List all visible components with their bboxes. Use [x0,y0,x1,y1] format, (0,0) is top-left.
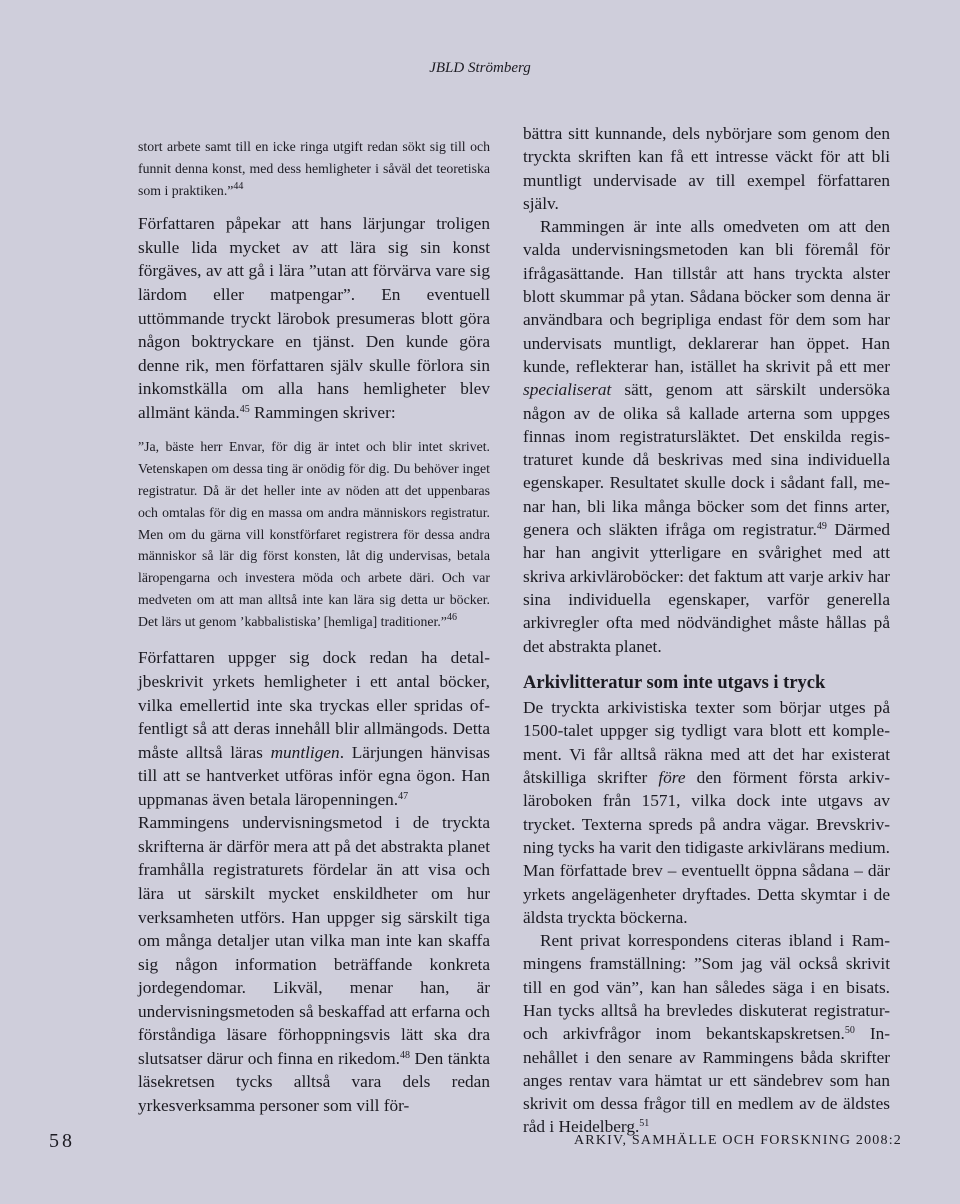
paragraph [138,811,490,1117]
right-column [523,122,890,1139]
paragraph-text: Innehållet i den senare av Rammingens båda skrifter anges rentav vara hämtat ur ett sändebrev som han skrivit om dessa frågor till en medlem av de äldstes råd i Heidelberg. [523,1024,890,1137]
paragraph-text: Rammingens undervisningsmetod i de tryckta skrifterna är därför mera att på det abstrakta planet framhålla registraturets fördelar än att visa och lära ut särskilt mycket enskildheter om hur verksamheten utförs. Han uppger sig särskilt tiga om många detaljer utan vilka man inte kan skaffa sig någon information beträffande konkreta jordegendomar. Likväl, menar han, är undervisningsmetoden så beskaffad att erfarna och förståndiga läsare förhoppningsvis lätt ska dra slutsatser därur och finna en rikedom. [138,813,490,1068]
paragraph-text: Rent privat korrespondens citeras ibland i Rammingens framställning: ”Som jag väl också skrivit till en god vän”, kan han således säga i en bisats. Han tycks alltså ha brevledes diskuterat registratur- och arkivfrågor inom bekantskapskretsen. [523,931,890,1044]
paragraph-text: Därmed har han angivit ytterligare en svårighet med att skriva arkivläroböcker: det faktum att varje arkiv har sina individuella egenskaper, varför generella arkivregler ofta med nödvändighet måste hållas på det abstrakta planet. [523,520,891,656]
page-number: 58 [49,1130,75,1152]
paragraph-text: Rammingen är inte alls omedveten om att den valda undervisningsmetoden kan bli föremål för ifrågasättande. Han tillstår att hans tryckta alster blott skummar på ytan. Sådana böcker som denna är användbara och begripliga endast för dem som har undervisats muntligt, deklarerar han öppet. Han kunde, reflekterar han, istället ha skrivit på ett mer [523,217,890,376]
footnote-ref: 45 [239,403,250,415]
paragraph-text: Den tänkta läsekretsen tycks alltså vara dels redan yrkesverksamma personer som vill för- [138,1048,491,1115]
paragraph [523,215,890,658]
paragraph-text: Författaren påpekar att hans lärjungar troligen skulle lida mycket av att lära sig sin konst förgäves, av att gå i lära ”utan att förvärva vare sig lärdom eller matpengar”. En eventuell uttömmande tryckt lärobok presumeras blott göra någon boktryckare en tjänst. Den kunde göra denne rik, men författaren själv skulle förlora sin inkomstkälla om alla hans hemligheter blev allmänt kända. [138,214,490,422]
paragraph-text: . Lärjungen hänvisas till att se hantverket utföras inför egna ögon. Han uppmanas även betala läropenningen. [138,742,490,809]
footnote-ref: 48 [399,1049,410,1061]
paragraph [523,929,890,1139]
footnote-ref: 46 [446,611,457,623]
paragraph: bättra sitt kunnande, dels nybörjare som genom den tryckta skriften kan få ett intresse väckt för att bli muntligt undervisade av till exempel författaren själv. [523,124,890,213]
quote-text: stort arbete samt till en icke ringa utgift redan sökt sig till och funnit denna konst, med dess hemligheter i såväl det teoretiska som i praktiken.” [138,139,490,198]
paragraph [523,696,890,929]
footnote-ref: 44 [233,180,244,192]
paragraph [138,212,490,424]
block-quote [138,436,490,632]
paragraph-text: Författaren uppger sig dock redan ha detaljbeskrivit yrkets hemligheter i ett antal böcker, vilka emellertid inte ska tryckas eller spridas offentligt så att deras innehåll blir allmängods. Detta måste alltså läras [138,648,490,762]
paragraph-text: sätt, genom att särskilt undersöka någon av de olika så kallade arterna som uppges finnas inom registratursläktet. Det enskilda registraturet kunde då beskrivas med sina individuella egenskaper. Resultatet skulle dock i sådant fall, menar han, bli lika många böcker som det finns arter, genera och släkten ifråga om registratur. [523,380,890,540]
emphasis: före [658,768,686,788]
paragraph-text: Rammingen skriver: [249,402,396,422]
running-header: JBLD Strömberg [429,60,531,76]
footnote-ref: 50 [844,1025,855,1037]
paragraph [138,646,490,811]
footnote-ref: 47 [398,790,409,802]
quote-text: ”Ja, bäste herr Envar, för dig är intet och blir intet skrivet. Vetenskapen om dessa ting är onödig för dig. Du behöver inget registratur. Då är det heller inte av nöden att det uppenbaras och omtalas för dig en massa om andra människors registratur. Men om du gärna vill konstförfaret registrera för dessa andra människor så lär dig först konsten, låt dig undervisas, betala läropengarna och investera möda och arbete däri. Och var medveten om att man alltså inte kan lära sig detta ur böcker. Det lärs ut genom ’kabbalistiska’ [hemliga] traditioner.” [138,439,490,629]
block-quote-continued [138,136,490,201]
paragraph-text: den förment första arkivläroboken från 1571, vilka dock inte utgavs av trycket. Texterna spreds på andra vägar. Brevskrivning tycks ha varit den tidigaste arkivlärans medium. Man författade brev – eventuellt öppna sådana – där yrkets angelägenheter dryftades. Detta skymtar i de äldsta tryckta böckerna. [523,768,890,927]
emphasis: muntligen [270,742,340,762]
footnote-ref: 49 [816,521,827,533]
journal-title: ARKIV, SAMHÄLLE OCH FORSKNING 2008:2 [573,1133,902,1148]
left-column [138,136,490,1117]
footnote-ref: 51 [639,1118,650,1130]
emphasis: specialiserat [523,380,612,400]
section-heading: Arkivlitteratur som inte utgavs i tryck [523,672,826,693]
paragraph-text: De tryckta arkivistiska texter som börjar utges på 1500-talet uppger sig tydligt vara blott ett komplement. Vi får alltså räkna med att det har existerat åtskilliga skrifter [523,698,890,788]
